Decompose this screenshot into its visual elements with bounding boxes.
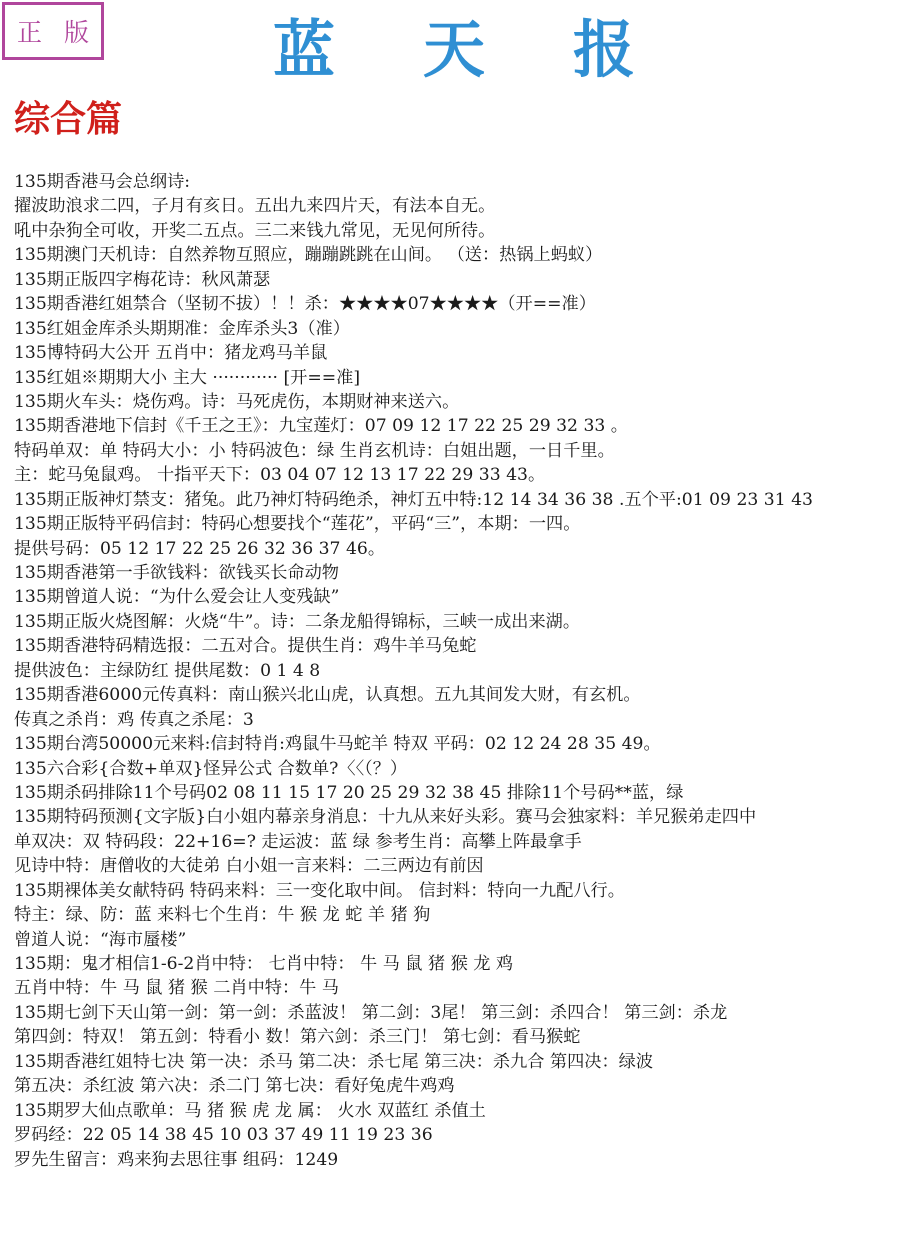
content-line: 见诗中特：唐僧收的大徒弟 白小姐一言来料：二三两边有前因 — [14, 856, 484, 877]
content-line: 传真之杀肖：鸡 传真之杀尾：3 — [14, 709, 254, 730]
content-line: 135期香港红姐禁合（坚韧不拔）！！杀：★★★★07★★★★（开==准） — [14, 294, 596, 315]
content-line: 135期澳门天机诗：自然养物互照应，蹦蹦跳跳在山间。 （送：热锅上蚂蚁） — [14, 245, 603, 266]
content-line: 135红姐金库杀头期期准：金库杀头3（准） — [14, 318, 350, 339]
content-line: 单双决：双 特码段：22+16=? 走运波：蓝 绿 参考生肖：高攀上阵最拿手 — [14, 831, 582, 852]
content-line: 第四剑：特双！ 第五剑：特看小 数！第六剑：杀三门！ 第七剑：看马猴蛇 — [14, 1027, 581, 1048]
content-line: 吼中杂狗全可收，开奖二五点。三二来钱九常见，无见何所待。 — [14, 220, 496, 241]
content-line: 135期：鬼才相信1-6-2肖中特： 七肖中特： 牛 马 鼠 猪 猴 龙 鸡 — [14, 954, 514, 974]
content-line: 135期香港第一手欲钱料：欲钱买长命动物 — [14, 563, 339, 583]
content-line: 第五决：杀红波 第六决：杀二门 第七决：看好兔虎牛鸡鸡 — [14, 1076, 455, 1097]
content-line: 135期香港特码精选报：二五对合。提供生肖：鸡牛羊马兔蛇 — [14, 636, 477, 657]
page-title: 蓝天报 — [272, 13, 723, 86]
content-line: 擢波助浪求二四，子月有亥日。五出九来四片天，有法本自无。 — [14, 196, 496, 217]
content-line: 主：蛇马兔鼠鸡。 十指平天下：03 04 07 12 13 17 22 29 33 43。 — [14, 465, 546, 486]
content-line: 罗先生留言：鸡来狗去思往事 组码：1249 — [14, 1149, 339, 1170]
content-line: 提供号码：05 12 17 22 25 26 32 36 37 46。 — [14, 538, 386, 559]
content-line: 罗码经：22 05 14 38 45 10 03 37 49 11 19 23 36 — [14, 1125, 433, 1146]
content-line: 提供波色：主绿防红 提供尾数：0 1 4 8 — [14, 660, 321, 681]
content-line: 135期正版特平码信封：特码心想要找个“莲花”，平码“三”，本期：一四。 — [14, 514, 581, 535]
content-line: 特码单双：单 特码大小：小 特码波色：绿 生肖玄机诗：白姐出题，一日千里。 — [14, 440, 615, 461]
content-lines — [14, 170, 894, 1172]
content-line: 曾道人说：“海市蜃楼” — [14, 929, 187, 950]
content-line: 135期杀码排除11个号码02 08 11 15 17 20 25 29 32 38 45 排除11个号码**蓝，绿 — [14, 782, 684, 803]
content-line: 135红姐※期期大小 主大 ············ [开==准] — [14, 367, 361, 388]
content-line: 135期曾道人说：“为什么爱会让人变残缺” — [14, 587, 340, 608]
content-line: 135六合彩{合数+单双}怪异公式 合数单?〈〈（？） — [14, 758, 408, 779]
content-line: 135期特码预测{文字版}白小姐内幕亲身消息：十九从来好头彩。赛马会独家料：羊兄猴弟走四中 — [14, 807, 757, 828]
content-line: 135期正版神灯禁支：猪兔。此乃神灯特码绝杀，神灯五中特:12 14 34 36 38 .五个平:01 09 23 31 43 — [14, 489, 813, 510]
content-line: 135博特码大公开 五肖中：猪龙鸡马羊鼠 — [14, 343, 328, 364]
content-line: 135期香港马会总纲诗: — [14, 172, 191, 192]
content-line: 特主：绿、防：蓝 来料七个生肖：牛 猴 龙 蛇 羊 猪 狗 — [14, 905, 431, 926]
content-line: 135期火车头：烧伤鸡。诗：马死虎伤，本期财神来送六。 — [14, 391, 460, 412]
section-title: 综合篇 — [14, 98, 123, 140]
edition-badge-label: 正版 — [16, 18, 111, 47]
content-line: 五肖中特：牛 马 鼠 猪 猴 二肖中特：牛 马 — [14, 978, 339, 999]
content-line: 135期正版火烧图解：火烧“牛”。诗：二条龙船得锦标，三峡一成出来湖。 — [14, 611, 581, 632]
content-line: 135期裸体美女献特码 特码来料：三一变化取中间。 信封料：特向一九配八行。 — [14, 880, 625, 901]
content-line: 135期正版四字梅花诗：秋风萧瑟 — [14, 269, 271, 290]
content-line: 135期七剑下天山第一剑：第一剑：杀蓝波！ 第二剑：3尾！ 第三剑：杀四合！ 第三剑：杀龙 — [14, 1002, 728, 1023]
content-line: 135期香港红姐特七决 第一决：杀马 第二决：杀七尾 第三决：杀九合 第四决：绿波 — [14, 1051, 654, 1072]
content-line: 135期香港6000元传真料：南山猴兴北山虎，认真想。五九其间发大财，有玄机。 — [14, 685, 641, 706]
content-line: 135期香港地下信封《千王之王》：九宝莲灯：07 09 12 17 22 25 29 32 33 。 — [14, 416, 628, 437]
content-line: 135期罗大仙点歌单：马 猪 猴 虎 龙 属： 火水 双蓝红 杀值土 — [14, 1100, 486, 1121]
content-line: 135期台湾50000元来料:信封特肖:鸡鼠牛马蛇羊 特双 平码：02 12 24 28 35 49。 — [14, 734, 661, 755]
